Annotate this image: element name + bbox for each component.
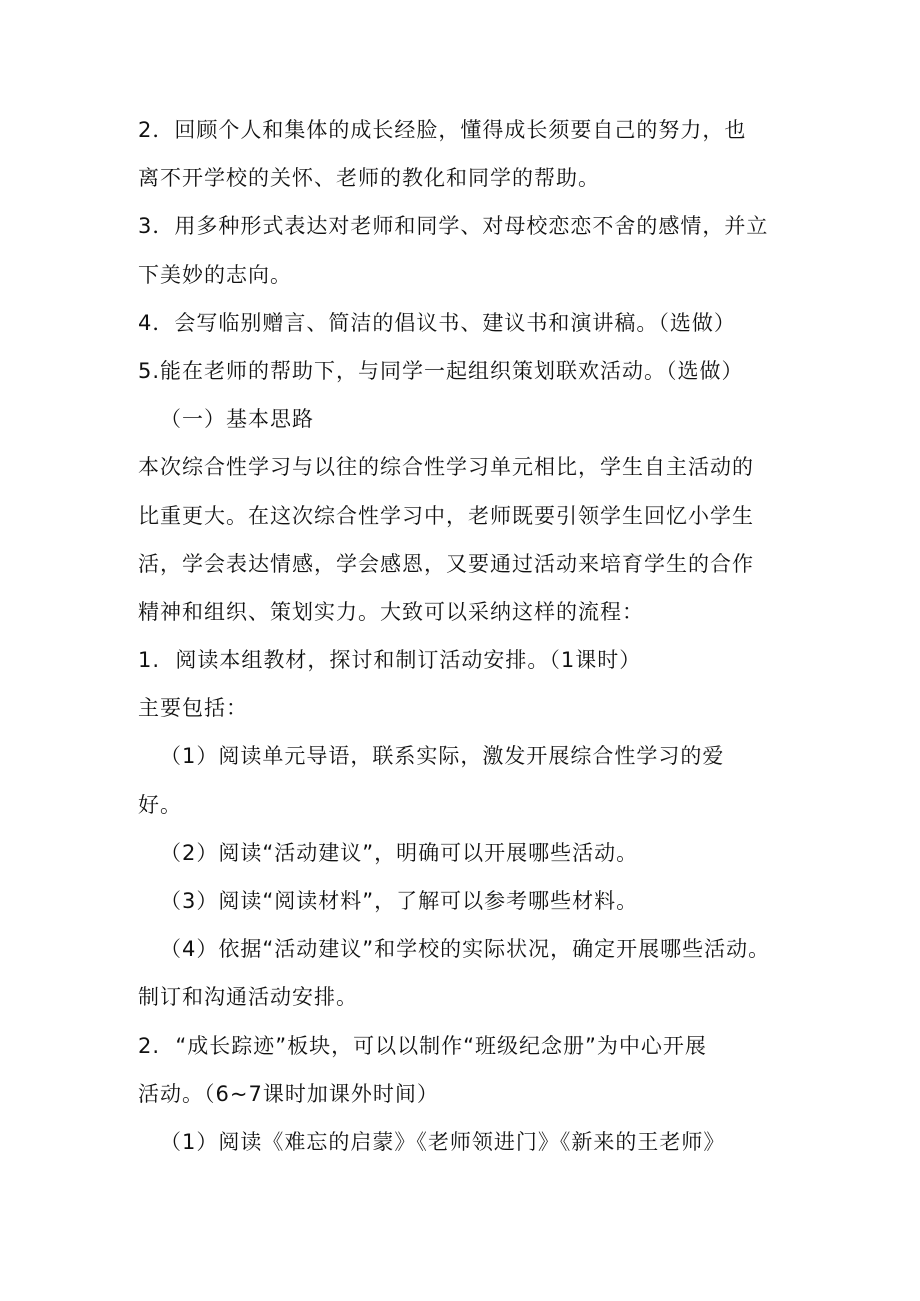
text-line: 好。: [138, 792, 182, 817]
list-item: （2）阅读“活动建议”，明确可以开展哪些活动。: [160, 840, 639, 865]
text-line: 4．会写临别赠言、简洁的倡议书、建议书和演讲稿。（选做）: [138, 310, 736, 335]
list-item: （1）阅读单元导语，联系实际，激发开展综合性学习的爱: [160, 744, 725, 769]
text-line: 本次综合性学习与以往的综合性学习单元相比，学生自主活动的: [138, 455, 754, 480]
text-line: 活动。（6~7课时加课外时间）: [138, 1081, 439, 1106]
text-line: 精神和组织、策划实力。大致可以采纳这样的流程：: [138, 599, 644, 624]
text-line: 1. 阅读本组教材，探讨和制订活动安排。（1课时）: [138, 648, 642, 673]
text-line: 5.能在老师的帮助下，与同学一起组织策划联欢活动。（选做）: [138, 358, 744, 383]
list-item: （3）阅读“阅读材料”，了解可以参考哪些材料。: [160, 889, 639, 913]
text-line: 比重更大。在这次综合性学习中，老师既要引领学生回忆小学生: [138, 503, 754, 528]
section-heading: （一）基本思路: [160, 407, 314, 432]
text-line: 离不开学校的关怀、老师的教化和同学的帮助。: [138, 166, 600, 191]
text-line: 2．回顾个人和集体的成长经脸，懂得成长须要自己的努力，也: [138, 118, 747, 142]
list-item: （4）依据“活动建议”和学校的实际状况，确定开展哪些活动。: [160, 937, 771, 962]
text-line: 3．用多种形式表达对老师和同学、对母校恋恋不舍的感情，并立: [138, 214, 769, 239]
text-line: 主要包括：: [138, 696, 248, 721]
text-line: 制订和沟通活动安排。: [138, 985, 358, 1010]
text-line: 2. “成长踪迹”板块，可以以制作“班级纪念册”为中心开展: [138, 1033, 707, 1058]
document-body: [138, 106, 858, 1166]
text-line: 下美妙的志向。: [138, 262, 292, 287]
list-item: （1）阅读《难忘的启蒙》《老师领进门》《新来的王老师》: [160, 1129, 726, 1154]
text-line: 活，学会表达情感，学会感恩，又要通过活动来培育学生的合作: [138, 551, 754, 576]
